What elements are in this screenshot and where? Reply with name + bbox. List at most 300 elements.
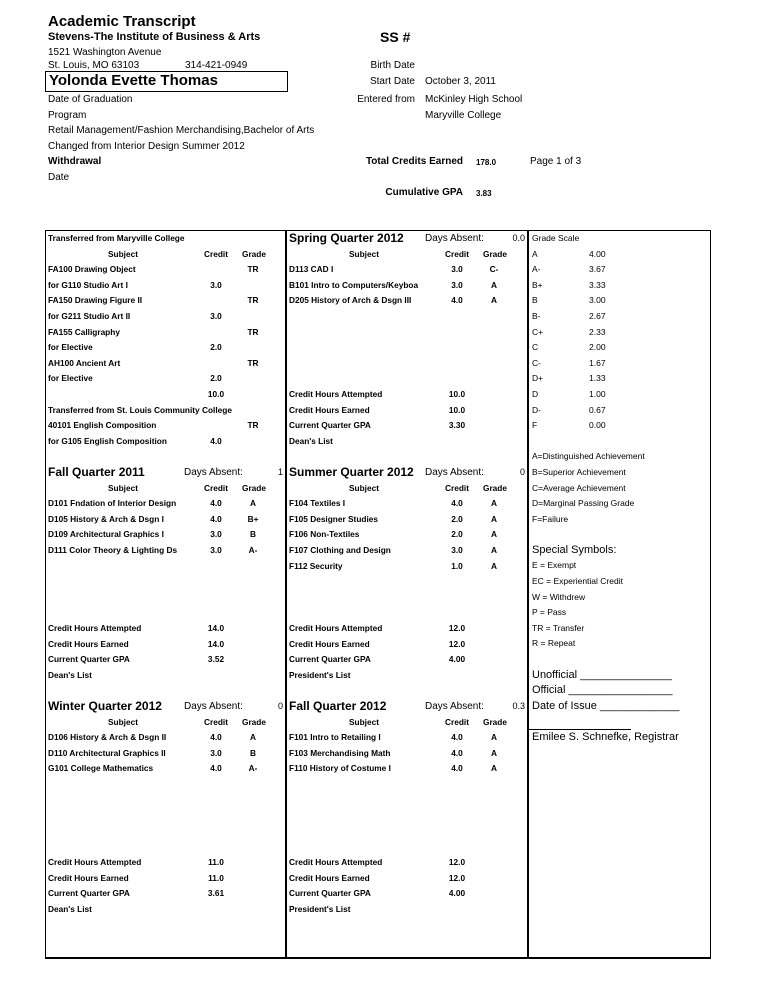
- grade-cell: TR: [247, 357, 259, 368]
- spacer: [529, 714, 710, 730]
- subject-cell: Credit Hours Earned: [289, 638, 370, 649]
- symbol-item: P = Pass: [532, 607, 567, 618]
- grade-points: 0.67: [589, 404, 606, 415]
- table-row: [287, 621, 527, 637]
- ss-label: SS #: [380, 29, 411, 45]
- table-row: [46, 387, 285, 403]
- grade-cell: A: [491, 279, 497, 290]
- program-label: Program: [48, 110, 87, 121]
- grade-cell: B: [250, 529, 256, 540]
- subject-cell: for G211 Studio Art II: [48, 310, 131, 321]
- grade-scale-row: [529, 387, 710, 403]
- grade-scale-column: [529, 231, 710, 957]
- course-list: [46, 496, 285, 621]
- table-row: [46, 278, 285, 294]
- credit-cell: 3.30: [448, 420, 466, 431]
- credit-header: Credit: [445, 482, 469, 493]
- grade-cell: TR: [247, 420, 259, 431]
- subject-cell: F112 Security: [289, 560, 343, 571]
- table-row: [287, 559, 527, 575]
- grade-letter: C-: [532, 357, 541, 368]
- credit-cell: 2.0: [210, 342, 222, 353]
- grade-legend-item: C=Average Achievement: [532, 482, 626, 493]
- credit-cell: 14.0: [207, 638, 225, 649]
- days-absent-label: Days Absent:: [425, 467, 484, 478]
- student-name: Yolonda Evette Thomas: [45, 71, 288, 92]
- quarter-title-row: [287, 465, 527, 481]
- grade-cell: A-: [248, 763, 258, 774]
- credit-cell: 3.0: [451, 544, 463, 555]
- grade-cell: A-: [248, 544, 258, 555]
- grade-scale-row: [529, 418, 710, 434]
- credit-header: Credit: [204, 716, 228, 727]
- credit-cell: 11.0: [208, 856, 224, 867]
- credit-cell: 3.0: [451, 264, 463, 275]
- entered-from-1: McKinley High School: [425, 94, 523, 105]
- subject-header: Subject: [349, 248, 379, 259]
- phone: 314-421-0949: [185, 60, 248, 71]
- grade-cell: A: [250, 498, 256, 509]
- grade-legend-item: D=Marginal Passing Grade: [532, 498, 635, 509]
- document-title: Academic Transcript: [48, 13, 196, 30]
- days-absent-label: Days Absent:: [425, 701, 484, 712]
- quarter-section: [287, 699, 527, 917]
- grade-points: 3.33: [589, 279, 606, 290]
- table-row: [287, 761, 527, 777]
- credit-cell: 4.0: [210, 513, 222, 524]
- subject-cell: Current Quarter GPA: [48, 654, 130, 665]
- table-row: [287, 293, 527, 309]
- address: 1521 Washington Avenue: [48, 47, 162, 58]
- left-column: [46, 231, 285, 957]
- table-row: [287, 527, 527, 543]
- grade-cell: A: [250, 732, 256, 743]
- quarter-title-row: [287, 231, 527, 247]
- subject-header: Subject: [108, 248, 138, 259]
- grade-scale-row: [529, 403, 710, 419]
- table-row: [46, 231, 285, 247]
- credit-cell: 4.0: [451, 295, 463, 306]
- symbol-item: EC = Experiential Credit: [532, 576, 623, 587]
- grade-cell: TR: [247, 326, 259, 337]
- table-row: [287, 387, 527, 403]
- course-list: [287, 496, 527, 621]
- quarter-title: Fall Quarter 2011: [48, 465, 145, 479]
- credit-cell: 12.0: [448, 622, 466, 633]
- course-list: [46, 730, 285, 855]
- entered-from-label: Entered from: [357, 94, 415, 105]
- spacer: [529, 527, 710, 543]
- page-indicator: Page 1 of 3: [530, 156, 582, 167]
- birth-date-label: Birth Date: [370, 60, 415, 71]
- symbol-item: W = Withdrew: [532, 591, 586, 602]
- credit-cell: 4.0: [451, 498, 463, 509]
- days-absent-value: 0: [519, 467, 525, 477]
- grade-scale-row: [529, 262, 710, 278]
- grade-letter: D-: [532, 404, 541, 415]
- credit-cell: 3.0: [451, 279, 463, 290]
- table-row: [46, 637, 285, 653]
- credit-cell: 3.0: [210, 279, 222, 290]
- grade-scale-row: [529, 371, 710, 387]
- table-row: [46, 543, 285, 559]
- subject-cell: D106 History & Arch & Dsgn II: [48, 732, 167, 743]
- subject-cell: Credit Hours Earned: [289, 872, 370, 883]
- credit-cell: 2.0: [451, 529, 463, 540]
- subject-cell: Current Quarter GPA: [48, 888, 130, 899]
- subject-cell: Credit Hours Attempted: [289, 856, 383, 867]
- grade-cell: A: [491, 763, 497, 774]
- grade-scale-row: [529, 356, 710, 372]
- table-row: [46, 340, 285, 356]
- quarter-section: [287, 465, 527, 683]
- subject-cell: FA150 Drawing Figure II: [48, 295, 143, 306]
- credit-cell: 4.00: [448, 888, 466, 899]
- subject-cell: for G110 Studio Art I: [48, 279, 128, 290]
- grade-letter: B-: [532, 310, 541, 321]
- credit-cell: 10.0: [448, 404, 466, 415]
- subject-cell: 40101 English Composition: [48, 420, 157, 431]
- signature-unofficial: Unofficial _______________: [532, 668, 672, 681]
- quarter-title-row: [46, 699, 285, 715]
- subject-cell: for Elective: [48, 373, 93, 384]
- grade-letter: C+: [532, 326, 544, 337]
- table-row: [287, 652, 527, 668]
- course-list: [287, 730, 527, 855]
- grade-header: Grade: [483, 482, 507, 493]
- grade-cell: A: [491, 529, 497, 540]
- quarter-title: Winter Quarter 2012: [48, 699, 162, 713]
- subject-cell: F104 Textiles I: [289, 498, 346, 509]
- grade-cell: A: [491, 560, 497, 571]
- grade-letter: C: [532, 342, 539, 353]
- table-row: [46, 262, 285, 278]
- table-row: [46, 668, 285, 684]
- grade-header: Grade: [242, 716, 266, 727]
- table-row: [46, 871, 285, 887]
- credit-cell: 10.0: [207, 388, 225, 399]
- grade-legend-item: F=Failure: [532, 513, 569, 524]
- subject-header: Subject: [349, 482, 379, 493]
- table-row: [287, 902, 527, 918]
- total-credits: 178.0: [476, 158, 497, 167]
- table-row: [287, 512, 527, 528]
- program: Retail Management/Fashion Merchandising,Bachelor of Arts: [48, 125, 315, 136]
- subject-cell: B101 Intro to Computers/Keyboa: [289, 279, 419, 290]
- subject-cell: D205 History of Arch & Dsgn III: [289, 295, 412, 306]
- credit-header: Credit: [445, 248, 469, 259]
- credit-header: Credit: [204, 248, 228, 259]
- subject-cell: G101 College Mathematics: [48, 763, 154, 774]
- table-row: [287, 403, 527, 419]
- middle-column: [287, 231, 527, 957]
- credit-cell: 3.61: [207, 888, 225, 899]
- subject-cell: AH100 Ancient Art: [48, 357, 121, 368]
- days-absent-value: 0.0: [512, 233, 525, 243]
- credit-cell: 14.0: [207, 622, 225, 633]
- symbol-item: E = Exempt: [532, 560, 577, 571]
- subject-cell: for G105 English Composition: [48, 435, 167, 446]
- credit-cell: 11.0: [208, 872, 224, 883]
- subject-cell: FA155 Calligraphy: [48, 326, 120, 337]
- table-row: [287, 855, 527, 871]
- subject-cell: D105 History & Arch & Dsgn I: [48, 513, 164, 524]
- days-absent-value: 1: [277, 467, 283, 477]
- table-row: [46, 512, 285, 528]
- days-absent-label: Days Absent:: [184, 701, 243, 712]
- date-label: Date: [48, 172, 70, 183]
- table-row: [46, 371, 285, 387]
- grade-points: 1.00: [589, 388, 606, 399]
- credit-cell: 3.52: [207, 654, 225, 665]
- grade-letter: D: [532, 388, 539, 399]
- registrar-name: Emilee S. Schnefke, Registrar: [532, 731, 679, 743]
- credit-cell: 4.0: [210, 498, 222, 509]
- grade-points: 1.67: [589, 357, 606, 368]
- subject-cell: F101 Intro to Retailing I: [289, 732, 381, 743]
- grade-cell: C-: [489, 264, 499, 275]
- signature-official: Official _________________: [532, 684, 673, 697]
- quarter-title-row: [287, 699, 527, 715]
- grade-letter: B: [532, 295, 538, 306]
- table-row: [287, 637, 527, 653]
- table-row: [46, 855, 285, 871]
- grade-scale-row: [529, 309, 710, 325]
- table-row: [287, 730, 527, 746]
- transcript-table: [45, 230, 711, 959]
- credit-header: Credit: [445, 716, 469, 727]
- table-row: [46, 293, 285, 309]
- table-row: [46, 325, 285, 341]
- subject-cell: D101 Fndation of Interior Design: [48, 498, 177, 509]
- grade-legend-item: A=Distinguished Achievement: [532, 451, 645, 462]
- start-date-label: Start Date: [369, 76, 415, 87]
- subject-cell: Credit Hours Earned: [289, 404, 370, 415]
- table-row: [287, 886, 527, 902]
- subject-cell: Credit Hours Attempted: [48, 856, 142, 867]
- grade-legend-item: B=Superior Achievement: [532, 466, 626, 477]
- spacer: [529, 652, 710, 668]
- subject-cell: D110 Architectural Graphics II: [48, 747, 166, 758]
- subject-header: Subject: [349, 716, 379, 727]
- grade-cell: A: [491, 747, 497, 758]
- subject-cell: for Elective: [48, 342, 93, 353]
- subject-cell: Dean's List: [289, 435, 333, 446]
- subject-cell: Credit Hours Earned: [48, 638, 129, 649]
- credit-cell: 4.0: [451, 763, 463, 774]
- table-row: [46, 527, 285, 543]
- grade-scale-row: [529, 293, 710, 309]
- subject-cell: F103 Merchandising Math: [289, 747, 391, 758]
- credit-cell: 3.0: [210, 529, 222, 540]
- column-header-row: [287, 481, 527, 497]
- grade-points: 3.00: [589, 295, 606, 306]
- credit-cell: 12.0: [448, 638, 466, 649]
- grade-scale-row: [529, 278, 710, 294]
- credit-cell: 3.0: [210, 747, 222, 758]
- quarter-title: Fall Quarter 2012: [289, 699, 387, 713]
- subject-header: Subject: [108, 716, 138, 727]
- subject-cell: F110 History of Costume I: [289, 763, 391, 774]
- grade-header: Grade: [483, 248, 507, 259]
- credit-cell: 4.0: [451, 747, 463, 758]
- grade-cell: A: [491, 498, 497, 509]
- credit-cell: 4.0: [210, 435, 222, 446]
- subject-cell: Transferred from St. Louis Community College: [48, 404, 232, 415]
- subject-cell: Credit Hours Attempted: [48, 622, 142, 633]
- program-note: Changed from Interior Design Summer 2012: [48, 141, 245, 152]
- table-row: [46, 418, 285, 434]
- subject-cell: Dean's List: [48, 669, 92, 680]
- grade-header: Grade: [483, 716, 507, 727]
- table-row: [287, 871, 527, 887]
- grade-scale-row: [529, 325, 710, 341]
- table-row: [287, 496, 527, 512]
- subject-cell: D111 Color Theory & Lighting Ds: [48, 544, 178, 555]
- school-name: Stevens-The Institute of Business & Arts: [48, 31, 261, 43]
- days-absent-label: Days Absent:: [425, 233, 484, 244]
- quarter-title-row: [46, 465, 285, 481]
- grade-scale-row: [529, 340, 710, 356]
- credit-cell: 4.0: [210, 732, 222, 743]
- credit-cell: 4.0: [210, 763, 222, 774]
- table-row: [287, 278, 527, 294]
- entered-from-2: Maryville College: [425, 110, 502, 121]
- column-header-row: [287, 247, 527, 263]
- grade-letter: A-: [532, 264, 541, 275]
- grade-cell: A: [491, 295, 497, 306]
- grade-points: 0.00: [589, 420, 606, 431]
- credit-cell: 2.0: [451, 513, 463, 524]
- table-row: [46, 652, 285, 668]
- grade-header: Grade: [242, 248, 266, 259]
- grade-points: 2.67: [589, 310, 606, 321]
- table-row: [46, 356, 285, 372]
- days-absent-label: Days Absent:: [184, 467, 243, 478]
- credit-cell: 4.0: [451, 732, 463, 743]
- subject-cell: Current Quarter GPA: [289, 420, 371, 431]
- grade-cell: TR: [247, 264, 259, 275]
- special-symbols-title: Special Symbols:: [532, 543, 617, 556]
- credit-cell: 3.0: [210, 310, 222, 321]
- subject-cell: FA100 Drawing Object: [48, 264, 136, 275]
- table-row: [287, 746, 527, 762]
- grade-letter: B+: [532, 279, 543, 290]
- subject-cell: Current Quarter GPA: [289, 888, 371, 899]
- table-row: [287, 262, 527, 278]
- city: St. Louis, MO 63103: [48, 60, 140, 71]
- table-row: [46, 621, 285, 637]
- grade-cell: TR: [247, 295, 259, 306]
- grade-points: 3.67: [589, 264, 606, 275]
- credit-cell: 1.0: [451, 560, 463, 571]
- subject-cell: Credit Hours Attempted: [289, 622, 383, 633]
- table-row: [46, 902, 285, 918]
- grade-points: 1.33: [589, 373, 606, 384]
- table-row: [287, 543, 527, 559]
- subject-cell: F106 Non-Textiles: [289, 529, 360, 540]
- table-row: [46, 309, 285, 325]
- spacer: [529, 434, 710, 450]
- credit-cell: 3.0: [210, 544, 222, 555]
- cum-gpa-label: Cumulative GPA: [385, 187, 463, 198]
- table-row: [46, 403, 285, 419]
- table-row: [46, 886, 285, 902]
- subject-cell: President's List: [289, 669, 351, 680]
- credit-cell: 4.00: [448, 654, 466, 665]
- cum-gpa: 3.83: [476, 189, 492, 198]
- table-row: [46, 434, 285, 450]
- subject-cell: Credit Hours Attempted: [289, 388, 383, 399]
- credit-header: Credit: [204, 482, 228, 493]
- table-row: [46, 746, 285, 762]
- subject-header: Subject: [108, 482, 138, 493]
- quarter-section: [46, 465, 285, 683]
- days-absent-value: 0.3: [512, 701, 525, 711]
- column-header-row: [46, 481, 285, 497]
- grade-cell: A: [491, 513, 497, 524]
- withdrawal-label: Withdrawal: [48, 156, 102, 167]
- subject-cell: Current Quarter GPA: [289, 654, 371, 665]
- subject-cell: Transferred from Maryville College: [48, 233, 185, 243]
- grade-points: 2.33: [589, 326, 606, 337]
- credit-cell: 12.0: [448, 872, 466, 883]
- quarter-section: [287, 231, 527, 449]
- course-list: [287, 262, 527, 387]
- grade-cell: B+: [247, 513, 259, 524]
- credit-cell: 10.0: [448, 388, 466, 399]
- grade-scale-title: Grade Scale: [532, 233, 580, 243]
- column-header-row: [287, 715, 527, 731]
- graduation-label: Date of Graduation: [48, 94, 133, 105]
- subject-cell: Credit Hours Earned: [48, 872, 129, 883]
- credit-cell: 2.0: [210, 373, 222, 384]
- days-absent-value: 0: [277, 701, 283, 711]
- subject-cell: Dean's List: [48, 903, 92, 914]
- symbol-item: R = Repeat: [532, 638, 576, 649]
- subject-cell: F105 Designer Studies: [289, 513, 378, 524]
- grade-letter: D+: [532, 373, 544, 384]
- grade-letter: F: [532, 420, 538, 431]
- table-row: [287, 668, 527, 684]
- subject-cell: D113 CAD I: [289, 264, 334, 275]
- table-row: [46, 761, 285, 777]
- grade-points: 4.00: [589, 248, 606, 259]
- grade-header: Grade: [242, 482, 266, 493]
- subject-cell: D109 Architectural Graphics I: [48, 529, 164, 540]
- subject-cell: F107 Clothing and Design: [289, 544, 391, 555]
- transfer-section: [46, 231, 285, 449]
- grade-cell: A: [491, 544, 497, 555]
- grade-points: 2.00: [589, 342, 606, 353]
- table-row: [46, 496, 285, 512]
- signature-date-of-issue: Date of Issue _____________: [532, 699, 680, 712]
- symbol-item: TR = Transfer: [532, 622, 585, 633]
- total-credits-label: Total Credits Earned: [365, 156, 463, 167]
- table-row: [287, 434, 527, 450]
- grade-cell: A: [491, 732, 497, 743]
- quarter-section: [46, 699, 285, 917]
- grade-cell: B: [250, 747, 256, 758]
- quarter-title: Spring Quarter 2012: [289, 231, 404, 245]
- table-row: [46, 730, 285, 746]
- column-header-row: [46, 247, 285, 263]
- table-row: [287, 418, 527, 434]
- grade-letter: A: [532, 248, 538, 259]
- subject-cell: President's List: [289, 903, 351, 914]
- column-header-row: [46, 715, 285, 731]
- start-date: October 3, 2011: [425, 76, 496, 87]
